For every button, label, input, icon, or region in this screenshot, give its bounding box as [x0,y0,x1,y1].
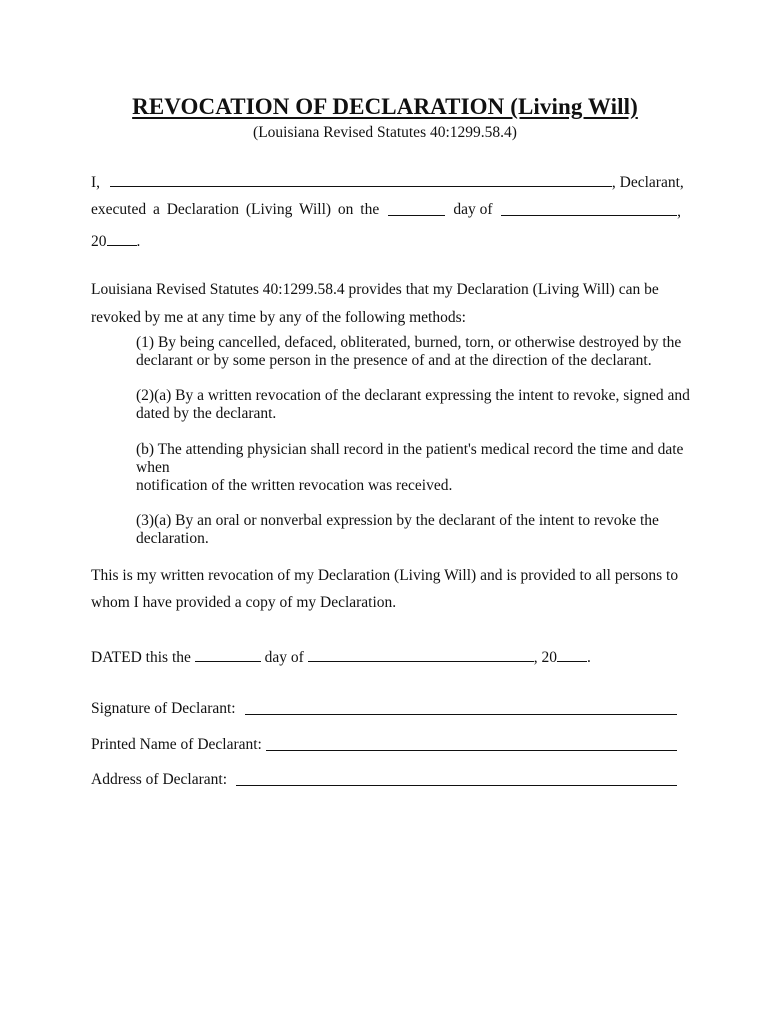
signature-field[interactable] [245,700,677,715]
address-field[interactable] [236,771,677,786]
method-2b-line-2: when [136,459,170,476]
declarant-name-blank[interactable] [110,172,612,187]
dated-day-of: day of [264,649,304,666]
dated-line: DATED this the day of , 20 . [91,649,591,666]
document-title: REVOCATION OF DECLARATION (Living Will) [132,94,638,119]
executed-day-blank[interactable] [388,201,445,216]
address-row [91,771,681,789]
declarant-name-line [91,172,684,192]
i-label: I, [91,174,101,191]
executed-line: executed a Declaration (Living Will) on the day of , [91,201,681,220]
method-1-line-2: declarant or by some person in the presence of and at the direction of the declarant. [136,352,652,369]
signature-label: Signature of Declarant: [91,700,236,717]
statement-line-1: This is my written revocation of my Declaration (Living Will) and is provided to all persons to [91,567,679,584]
dated-day-blank[interactable] [195,647,261,662]
statute-line-2: revoked by me at any time by any of the following methods: [91,309,466,326]
executed-year-line: 20 . [91,233,141,250]
declarant-label: , Declarant, [611,174,684,191]
printed-name-label: Printed Name of Declarant: [91,736,262,753]
statute-line-1: Louisiana Revised Statutes 40:1299.58.4 provides that my Declaration (Living Will) can be [91,281,659,298]
method-1 [136,334,681,370]
executed-month-blank[interactable] [501,201,677,216]
dated-prefix: DATED this the [91,649,191,666]
method-1-line-1: (1) By being cancelled, defaced, obliterated, burned, torn, or otherwise destroyed by the [136,334,682,351]
method-2b [136,441,683,495]
dated-year-blank[interactable] [557,647,587,662]
executed-year-blank[interactable] [107,231,137,246]
method-3a-line-1: (3)(a) By an oral or nonverbal expression by the declarant of the intent to revoke the [136,512,659,529]
statement-line-2: whom I have provided a copy of my Declaration. [91,594,397,611]
method-2b-line-1: (b) The attending physician shall record in the patient's medical record the time and date [136,441,684,458]
dated-month-blank[interactable] [308,647,534,662]
dated-year-prefix: , 20 [533,649,557,666]
method-2a-line-2: dated by the declarant. [136,405,277,422]
year-prefix: 20 [91,233,107,250]
executed-day-of: day of [453,201,493,218]
document-subtitle: (Louisiana Revised Statutes 40:1299.58.4) [253,124,517,141]
method-2a-line-1: (2)(a) By a written revocation of the declarant expressing the intent to revoke, signed and [136,387,690,404]
method-2a [136,387,690,423]
printed-name-row [91,736,681,754]
method-2b-line-3: notification of the written revocation was received. [136,477,453,494]
address-label: Address of Declarant: [91,771,228,788]
method-3a-line-2: declaration. [136,530,209,547]
method-3a [136,512,659,548]
printed-name-field[interactable] [266,736,677,751]
executed-text: executed a Declaration (Living Will) on the [91,201,380,218]
signature-row [91,700,681,718]
